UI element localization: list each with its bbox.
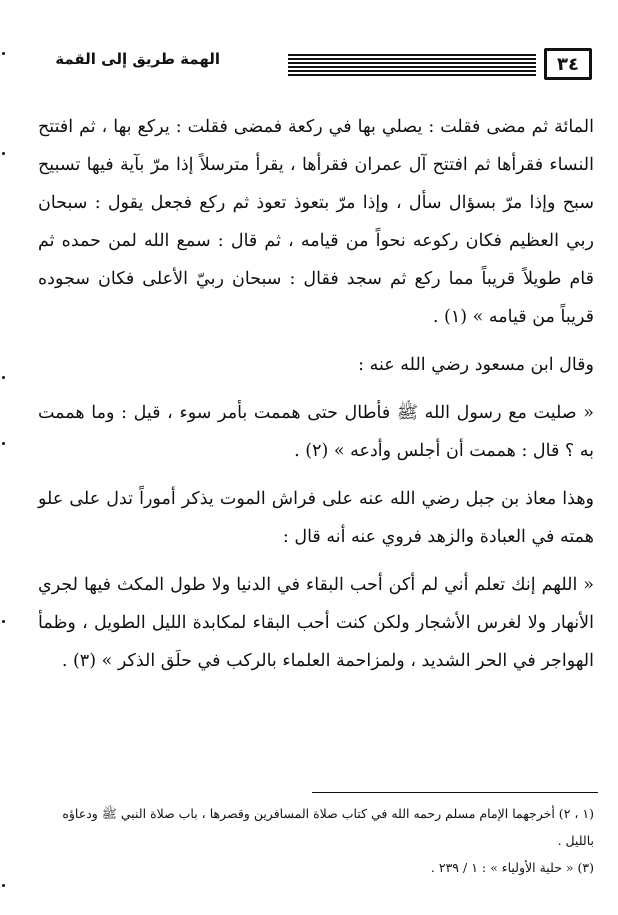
scan-edge-mark — [2, 442, 5, 445]
paragraph: « صليت مع رسول الله ﷺ فأطال حتى هممت بأمر سوء ، قيل : وما هممت به ؟ قال : هممت أن أجلس وأدعه » (٢) . — [38, 403, 594, 461]
paragraph: « اللهم إنك تعلم أني لم أكن أحب البقاء في الدنيا ولا طول المكث فيها لجري الأنهار ولا لغرس الأشجار ولكن كنت أحب البقاء لمكابدة الليل الطويل ، وظمأ الهواجر في الحر الشديد ، ولمزاحمة العلماء بالركب في حلَق الذكر » (٣) . — [38, 575, 594, 671]
paragraph: وهذا معاذ بن جبل رضي الله عنه على فراش الموت يذكر أموراً تدل على علو همته في العبادة والزهد فروي عنه أنه قال : — [38, 489, 594, 547]
scan-edge-mark — [2, 884, 5, 887]
header-rule-decoration — [288, 54, 536, 76]
paragraph: المائة ثم مضى فقلت : يصلي بها في ركعة فمضى فقلت : يركع بها ، ثم افتتح النساء فقرأها ثم افتتح آل عمران فقرأها ، يقرأ مترسلاً إذا مرّ بآية فيها تسبيح سبح وإذا مرّ بسؤال سأل ، وإذا مرّ بتعوذ تعوذ ثم ركع فجعل يقول : سبحان ربي العظيم فكان ركوعه نحواً من قيامه ، ثم قال : سمع الله لمن حمده ثم قام طويلاً قريباً مما ركع ثم سجد فقال : سبحان ربيّ الأعلى فكان سجوده قريباً من قيامه » (١) . — [38, 117, 594, 327]
page-header — [20, 44, 598, 88]
page-number: ٣٤ — [544, 48, 592, 80]
footnotes — [38, 800, 594, 881]
scan-edge-mark — [2, 152, 5, 155]
scan-edge-mark — [2, 620, 5, 623]
footnote-separator — [312, 792, 598, 793]
footnote: (٣) « حلية الأولياء » : ١ / ٢٣٩ . — [430, 860, 594, 875]
paragraph: وقال ابن مسعود رضي الله عنه : — [358, 355, 594, 375]
running-title: الهمة طريق إلى القمة — [55, 50, 220, 68]
scan-edge-mark — [2, 52, 5, 55]
scan-edge-mark — [2, 376, 5, 379]
footnote: (١ ، ٢) أخرجهما الإمام مسلم رحمه الله في كتاب صلاة المسافرين وقصرها ، باب صلاة النبي ﷺ ودعاؤه بالليل . — [62, 806, 594, 848]
main-text — [38, 108, 594, 680]
